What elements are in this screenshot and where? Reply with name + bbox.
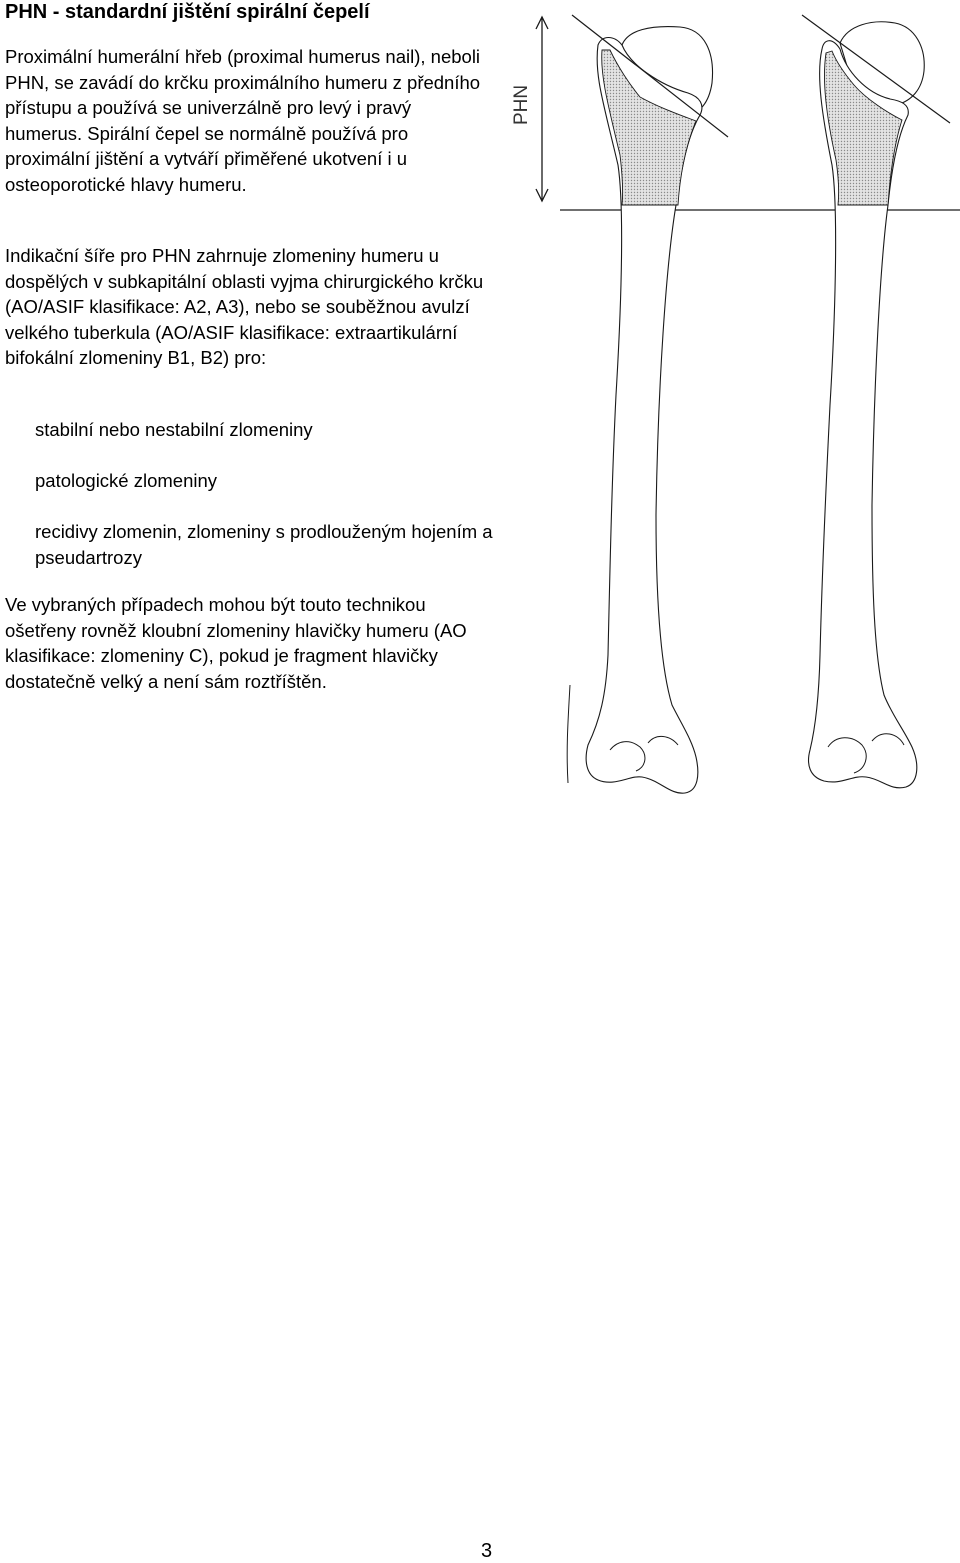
indication-text: Indikační šíře pro PHN zahrnuje zlomeniny humeru u dospělých v subkapitální oblasti vyjma chirurgického krčku (AO/ASIF klasifikace: A2, A3), nebo se souběžnou avulzí velkého tuberkula (AO/ASIF klasifikace: extraartikulární bifokální zlomeniny B1, B2) pro: (5, 245, 484, 369)
list-item: stabilní nebo nestabilní zlomeniny (35, 419, 313, 440)
indication-paragraph (5, 243, 485, 371)
intro-paragraph (5, 44, 490, 198)
list-item: recidivy zlomenin, zlomeniny s prodlouženým hojením a pseudartrozy (35, 521, 493, 568)
cases-text: Ve vybraných případech mohou být touto technikou ošetřeny rovněž kloubní zlomeniny hlavičky humeru (AO klasifikace: zlomeniny C), pokud je fragment hlavičky dostatečně velký a není sám roztříštěn. (5, 594, 467, 692)
length-arrow (536, 17, 548, 201)
cases-paragraph (5, 592, 475, 694)
list-item: patologické zlomeniny (35, 470, 218, 491)
page-title: PHN - standardní jištění spirální čepelí (5, 1, 370, 23)
intro-text: Proximální humerální hřeb (proximal humerus nail), neboli PHN, se zavádí do krčku proximálního humeru z předního přístupu a používá se univerzálně pro levý i pravý humerus. Spirální čepel se normálně používá pro proximální jištění a vytváří přiměřené ukotvení i u osteoporotické hlavy humeru. (5, 46, 481, 195)
humerus-illustration (510, 5, 960, 805)
humerus-drawing (510, 5, 960, 805)
phn-label: PHN (511, 84, 532, 125)
page-number: 3 (481, 1540, 493, 1562)
